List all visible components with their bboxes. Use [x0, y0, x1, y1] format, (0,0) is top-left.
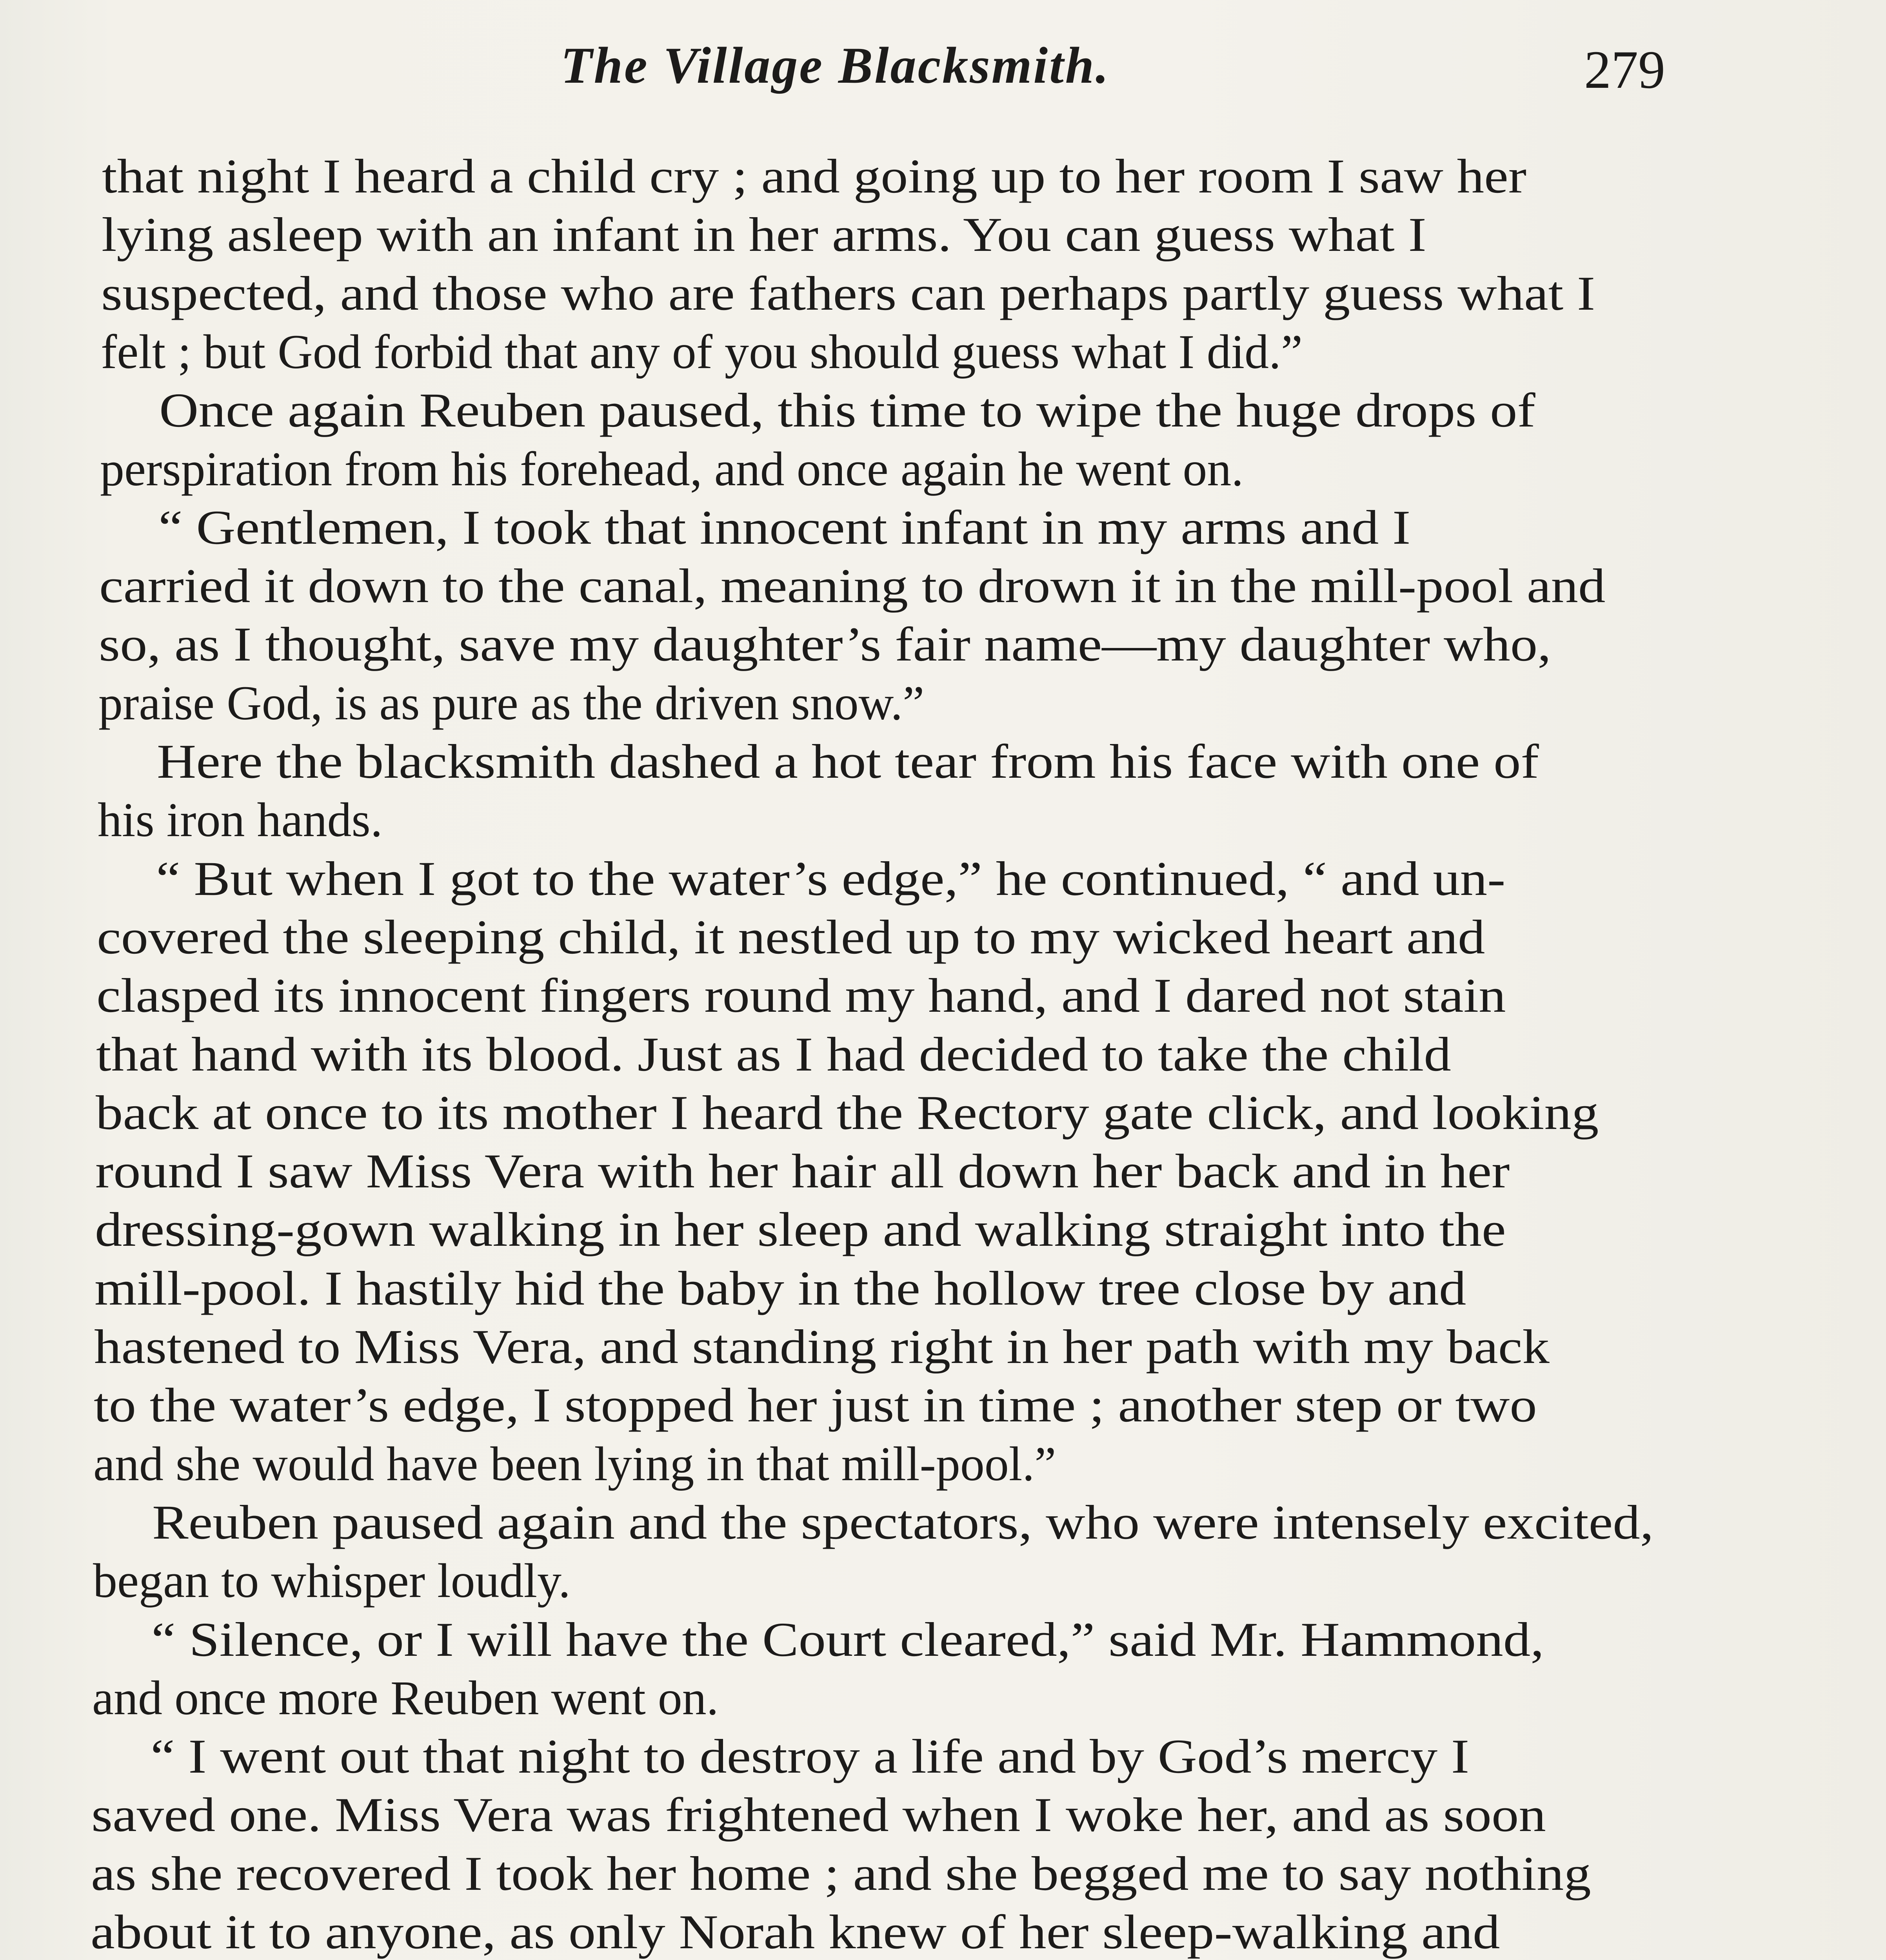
text-line: perspiration from his forehead, and once again he went on. [100, 442, 1244, 496]
text-line: Here the blacksmith dashed a hot tear from his face with one of [157, 735, 1539, 788]
text-line: suspected, and those who are fathers can perhaps partly guess what I [101, 267, 1595, 320]
text-line: hastened to Miss Vera, and standing right in her path with my back [94, 1320, 1550, 1374]
text-line: felt ; but God forbid that any of you should guess what I did.” [101, 325, 1303, 379]
text-line: and she would have been lying in that mill-pool.” [93, 1437, 1056, 1491]
text-line: “ I went out that night to destroy a life and by God’s mercy I [151, 1730, 1470, 1783]
text-line: mill-pool. I hastily hid the baby in the hollow tree close by and [94, 1261, 1466, 1315]
text-line: dressing-gown walking in her sleep and walking straight into the [95, 1203, 1506, 1256]
page-number: 279 [1584, 40, 1665, 100]
text-line: praise God, is as pure as the driven snow.” [98, 676, 925, 730]
text-line: that night I heard a child cry ; and going up to her room I saw her [102, 149, 1526, 203]
text-line: round I saw Miss Vera with her hair all down her back and in her [95, 1144, 1510, 1198]
text-line: covered the sleeping child, it nestled up to my wicked heart and [97, 910, 1485, 964]
text-line: began to whisper loudly. [93, 1554, 571, 1608]
text-line: “ But when I got to the water’s edge,” he continued, “ and un- [156, 852, 1506, 906]
text-line: carried it down to the canal, meaning to drown it in the mill-pool and [99, 559, 1606, 613]
body-text [91, 147, 1682, 1960]
text-line: lying asleep with an infant in her arms. You can guess what I [102, 208, 1426, 261]
text-line: about it to anyone, as only Norah knew of her sleep-walking and [91, 1905, 1500, 1959]
text-line: as she recovered I took her home ; and she begged me to say nothing [91, 1847, 1591, 1900]
text-line: so, as I thought, save my daughter’s fair name—my daughter who, [99, 617, 1551, 671]
text-line: clasped its innocent fingers round my hand, and I dared not stain [96, 969, 1506, 1022]
text-line: “ Gentlemen, I took that innocent infant in my arms and I [158, 501, 1411, 554]
text-line: to the water’s edge, I stopped her just in time ; another step or two [94, 1378, 1537, 1432]
text-line: that hand with its blood. Just as I had decided to take the child [96, 1027, 1451, 1081]
text-line: “ Silence, or I will have the Court cleared,” said Mr. Hammond, [151, 1613, 1544, 1666]
running-title: The Village Blacksmith. [561, 36, 1110, 94]
text-line: and once more Reuben went on. [92, 1671, 719, 1725]
text-line: back at once to its mother I heard the Rectory gate click, and looking [96, 1086, 1599, 1140]
text-line: his iron hands. [98, 793, 383, 847]
running-header [78, 35, 1690, 118]
text-line: saved one. Miss Vera was frightened when I woke her, and as soon [91, 1788, 1546, 1842]
text-line: Once again Reuben paused, this time to wipe the huge drops of [159, 383, 1535, 437]
text-line: Reuben paused again and the spectators, who were intensely excited, [152, 1495, 1654, 1549]
